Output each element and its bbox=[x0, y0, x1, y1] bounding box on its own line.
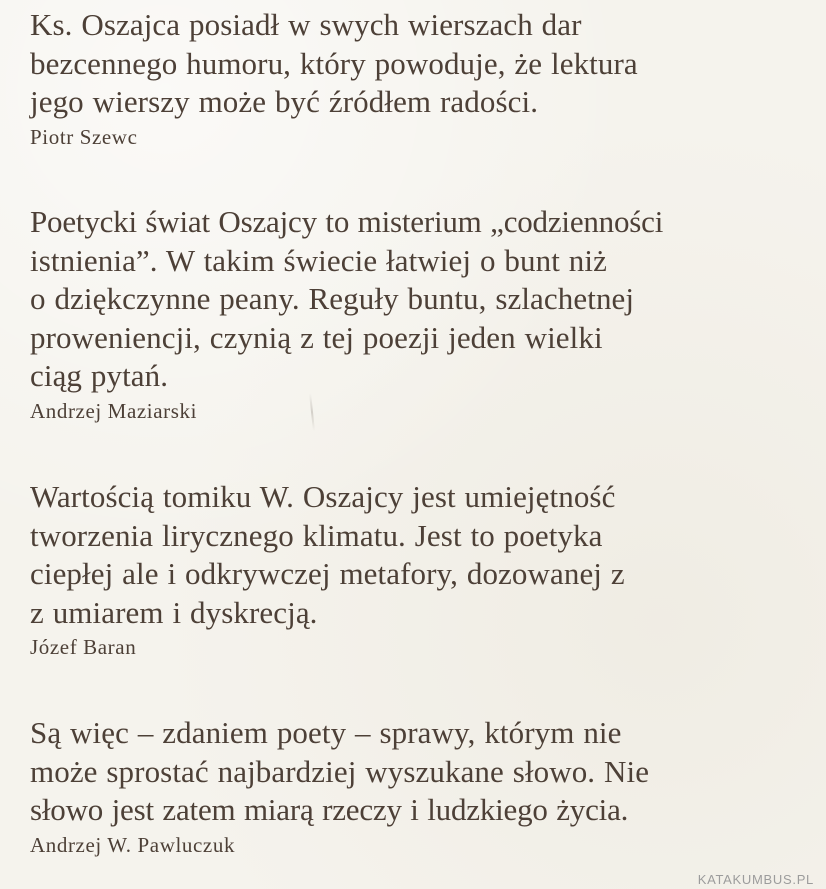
quote-block-szewc bbox=[30, 6, 810, 151]
quote-line: jego wierszy może być źródłem radości. bbox=[30, 84, 539, 119]
quote-line: o dziękczynne peany. Reguły buntu, szlachetnej bbox=[30, 281, 635, 316]
quote-line: Są więc – zdaniem poety – sprawy, którym nie bbox=[30, 715, 622, 750]
quote-line: Poetycki świat Oszajcy to misterium „codzienności bbox=[30, 204, 664, 239]
quote-line: może sprostać najbardziej wyszukane słowo. Nie bbox=[30, 753, 650, 789]
quote-line: słowo jest zatem miarą rzeczy i ludzkiego życia. bbox=[30, 792, 629, 827]
quote-line: tworzenia lirycznego klimatu. Jest to poetyka bbox=[30, 517, 603, 553]
quote-line: ciąg pytań. bbox=[30, 358, 169, 393]
quote-author: Piotr Szewc bbox=[30, 124, 138, 149]
quote-line: Ks. Oszajca posiadł w swych wierszach dar bbox=[30, 7, 582, 42]
quote-author: Andrzej Maziarski bbox=[30, 398, 198, 423]
quote-line: Wartością tomiku W. Oszajcy jest umiejętność bbox=[30, 479, 616, 514]
site-watermark: KATAKUMBUS.PL bbox=[697, 872, 814, 887]
quote-line: z umiarem i dyskrecją. bbox=[30, 594, 318, 630]
quote-line: bezcennego humoru, który powoduje, że lektura bbox=[30, 45, 638, 81]
quote-line: ciepłej ale i odkrywczej metafory, dozowanej z bbox=[30, 556, 625, 591]
quote-author: Józef Baran bbox=[30, 635, 137, 659]
quote-author: Andrzej W. Pawluczuk bbox=[30, 832, 236, 857]
quote-block-maziarski bbox=[30, 203, 810, 425]
quote-line: istnienia”. W takim świecie łatwiej o bunt niż bbox=[30, 242, 607, 278]
quote-block-baran bbox=[30, 478, 810, 661]
quote-line: prowenienсji, czynią z tej poezji jeden wielki bbox=[30, 319, 603, 355]
quote-block-pawluczuk bbox=[30, 714, 810, 859]
